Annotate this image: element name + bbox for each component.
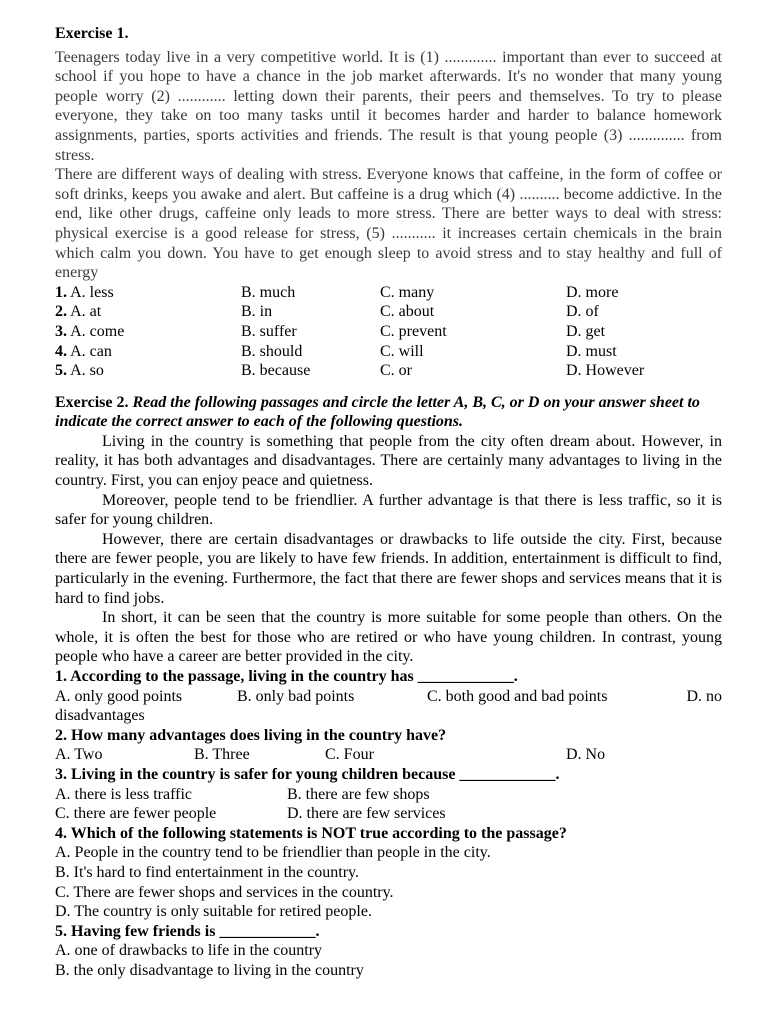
question-2: 2. How many advantages does living in the country have? <box>55 726 447 744</box>
option-b: B. the only disadvantage to living in the country <box>55 961 364 979</box>
question-1: 1. According to the passage, living in the country has ____________. <box>55 668 518 685</box>
question-2-options <box>55 745 722 765</box>
option-c: C. there are fewer people <box>55 805 217 823</box>
option-c: C. both good and bad points <box>427 687 608 705</box>
option-b: B. suffer <box>241 322 297 340</box>
option-d-continued: disadvantages <box>55 707 145 725</box>
question-5: 5. Having few friends is ____________. <box>55 922 320 940</box>
exercise-1-passage-part-2: There are different ways of dealing with stress. Everyone knows that caffeine, in the form of coffee or soft drinks, keeps you awake and alert. But caffeine is a drug which (4) .......... become addictive. In the end, like other drugs, caffeine only leads to more stress. There are better ways to deal with stress: physical exercise is a good release for stress, (5) ........... it increases certain chemicals in the brain which calm you down. You have to get enough sleep to avoid stress and to stay healthy and full of energy <box>55 166 722 282</box>
exercise-1-options <box>55 283 722 381</box>
option-row <box>55 322 722 342</box>
exercise-2-instruction: Read the following passages and circle the letter A, B, C, or D on your answer sheet to indicate the correct answer to each of the following questions. <box>55 393 700 431</box>
option-d: D. No <box>566 746 606 764</box>
option-d: D. get <box>566 322 606 340</box>
option-a: A. can <box>70 342 112 360</box>
question-1-options <box>55 687 722 707</box>
question-number: 1. <box>55 283 67 301</box>
question-number: 2. <box>55 303 67 321</box>
option-c: C. or <box>380 362 412 380</box>
passage-paragraph: In short, it can be seen that the country is more suitable for some people than others. On the whole, it is often the best for those who are retired or who have young children. In contrast, young people who have a career are better provided in the city. <box>55 609 722 666</box>
option-d: D. of <box>566 303 599 321</box>
question-number: 5. <box>55 362 67 380</box>
option-row <box>55 361 722 381</box>
option-b: B. only bad points <box>237 687 355 705</box>
passage-paragraph: Living in the country is something that people from the city often dream about. However, in reality, it has both advantages and disadvantages. There are certainly many advantages to living in the country. First, you can enjoy peace and quietness. <box>55 432 722 490</box>
option-d: D. However <box>566 362 645 380</box>
option-b: B. should <box>241 342 303 360</box>
option-row <box>55 283 722 303</box>
question-number: 4. <box>55 342 67 360</box>
option-a: A. there is less traffic <box>55 785 192 803</box>
option-c: C. Four <box>325 746 374 764</box>
option-a: A. come <box>70 322 125 340</box>
passage-paragraph: However, there are certain disadvantages or drawbacks to life outside the city. First, because there are fewer people, you are likely to have few friends. In addition, entertainment is difficult to find, particularly in the evening. Furthermore, the fact that there are fewer shops and services means that it is hard to find jobs. <box>55 530 722 607</box>
option-c: C. many <box>380 283 435 301</box>
option-b: B. Three <box>194 746 250 764</box>
option-a: A. so <box>70 362 104 380</box>
option-b: B. because <box>241 362 311 380</box>
option-d: D. more <box>566 283 619 301</box>
exercise-1-title: Exercise 1. <box>55 25 129 42</box>
option-d: D. must <box>566 342 617 360</box>
option-c: C. There are fewer shops and services in the country. <box>55 883 394 901</box>
question-3-options-row-2 <box>55 804 722 824</box>
option-b: B. in <box>241 303 273 321</box>
option-a: A. at <box>70 303 102 321</box>
option-b: B. there are few shops <box>287 785 430 803</box>
option-d: D. The country is only suitable for retired people. <box>55 903 372 921</box>
question-3-options-row-1 <box>55 785 722 805</box>
question-4: 4. Which of the following statements is NOT true according to the passage? <box>55 824 567 842</box>
option-a: A. Two <box>55 746 103 764</box>
passage-paragraph: Moreover, people tend to be friendlier. A further advantage is that there is less traffic, so it is safer for young children. <box>55 491 722 529</box>
exercise-2-title: Exercise 2. <box>55 393 129 411</box>
option-a: A. People in the country tend to be friendlier than people in the city. <box>55 844 491 862</box>
exercise-2-heading <box>55 393 722 432</box>
option-b: B. It's hard to find entertainment in the country. <box>55 863 359 881</box>
option-a: A. less <box>70 283 114 301</box>
option-a: A. only good points <box>55 687 183 705</box>
question-number: 3. <box>55 322 67 340</box>
document-content <box>55 24 722 981</box>
option-c: C. prevent <box>380 322 447 340</box>
option-c: C. about <box>380 303 435 321</box>
option-b: B. much <box>241 283 296 301</box>
option-row <box>55 342 722 362</box>
option-a: A. one of drawbacks to life in the country <box>55 942 323 960</box>
exercise-1-passage-part-1: Teenagers today live in a very competitive world. It is (1) ............. important than ever to succeed at school if you hope to have a chance in the job market afterwards. It's no wonder that many young people worry (2) ............ letting down their parents, their peers and themselves. To try to please everyone, they take on too many tasks until it becomes harder and harder to balance homework assignments, parties, sports activities and friends. The result is that young people (3) .............. from stress. <box>55 48 722 164</box>
option-row <box>55 302 722 322</box>
question-3: 3. Living in the country is safer for young children because ____________. <box>55 765 560 783</box>
option-d: D. there are few services <box>287 805 446 823</box>
option-c: C. will <box>380 342 424 360</box>
option-d: D. no <box>686 687 722 705</box>
